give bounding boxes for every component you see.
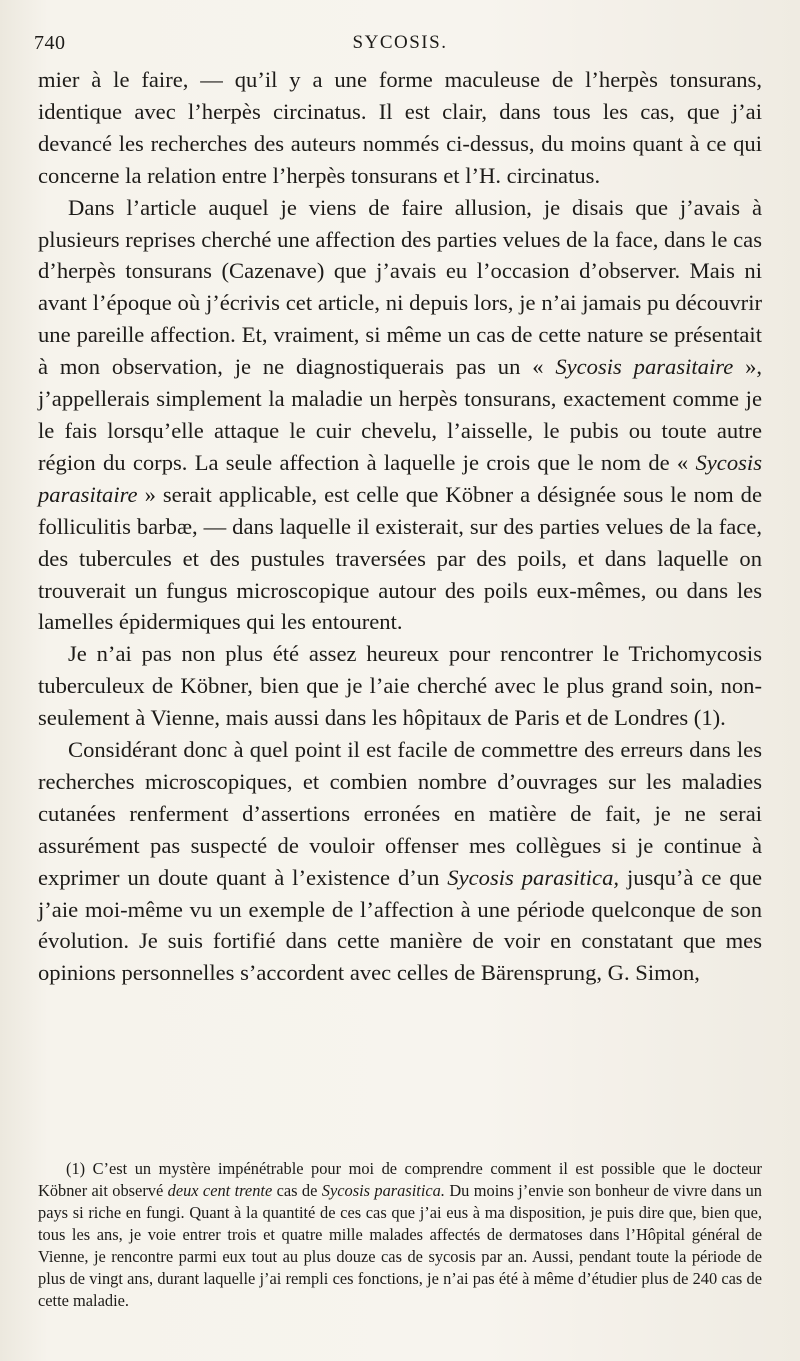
- footnote: [38, 1158, 762, 1312]
- italic-term: Sycosis parasitaire: [38, 449, 762, 507]
- paragraph-text: jusqu’à ce que j’aie moi-même vu un exemple de l’affection à une période quelconque de son évolution. Je suis fortifié dans cette manière de voir en constatant que mes opinions personnelles s’accordent avec celles de Bärensprung, G. Simon,: [38, 864, 762, 986]
- footnote-segment: (1) C’est un mystère impénétrable pour moi de comprendre comment il est possible que le docteur Köbner ait observé: [38, 1159, 762, 1200]
- paragraph-text: mier à le faire, — qu’il y a une forme maculeuse de l’herpès tonsurans, identique avec l’herpès circinatus. Il est clair, dans tous les cas, que j’ai devancé les recherches des auteurs nommés ci-dessus, du moins quant à ce qui concerne la relation entre l’herpès tonsurans et l’H. circinatus.: [38, 67, 762, 188]
- paragraph-considering: [38, 734, 762, 989]
- paragraph-text: Considérant donc à quel point il est facile de commettre des erreurs dans les recherches microscopiques, et combien nombre d’ouvrages sur les maladies cutanées renferment d’assertions erronées en matière de fait, je ne serai assurément pas suspecté de vouloir offenser mes collègues si je continue à exprimer un doute quant à l’existence d’un: [38, 737, 762, 890]
- footnote-segment: Du moins j’envie son bonheur de vivre dans un pays si riche en fungi. Quant à la quantité de ces cas que j’ai eus à ma disposition, je puis dire que, bien que, tous les ans, je voie entrer trois et quatre mille malades affectés de dermatoses dans l’Hôpital général de Vienne, je rencontre parmi eux tout au plus douze cas de sycosis par an. Aussi, pendant toute la période de plus de vingt ans, durant laquelle j’ai rempli ces fonctions, je n’ai pas été à même d’étudier plus de 240 cas de cette maladie.: [38, 1181, 762, 1310]
- italic-term: Sycosis parasitaire: [555, 354, 734, 380]
- paragraph-text: » serait applicable, est celle que Köbner a désignée sous le nom de folliculitis barbæ, — dans laquelle il existerait, sur des parties velues de la face, des tubercules et des pustules traversées par des poils, et dans laquelle on trouverait un fungus microscopique autour des poils eux-mêmes, ou dans les lamelles épidermiques qui les entourent.: [38, 481, 762, 635]
- footnote-segment: cas de: [276, 1181, 318, 1200]
- paragraph-text: Dans l’article auquel je viens de faire allusion, je disais que j’avais à plusieurs reprises cherché une affection des parties velues de la face, dans le cas d’herpès tonsurans (Cazenave) que j’avais eu l’occasion d’observer. Mais ni avant l’époque où j’écrivis cet article, ni depuis lors, je n’ai jamais pu découvrir une pareille affection. Et, vraiment, si même un cas de cette nature se présentait à mon observation, je ne diagnostiquerais pas un «: [38, 194, 762, 380]
- paragraph-article-reference: [38, 192, 762, 639]
- running-head: SYCOSIS.: [352, 32, 448, 53]
- footnote-italic: Sycosis parasitica.: [321, 1181, 445, 1200]
- page-number: 740: [34, 32, 66, 54]
- footnote-italic: deux cent trente: [167, 1181, 273, 1200]
- paragraph-text: », j’appellerais simplement la maladie un herpès tonsurans, exactement comme je le fais lorsqu’elle attaque le cuir chevelu, l’aisselle, le pubis ou toute autre région du corps. La seule affection à laquelle je crois que le nom de «: [38, 354, 763, 475]
- italic-term: Sycosis parasitica,: [447, 864, 620, 890]
- page-header: [34, 30, 766, 60]
- footnote-text: [38, 1158, 762, 1312]
- paragraph-text: Je n’ai pas non plus été assez heureux pour rencontrer le Trichomycosis tuberculeux de Köbner, bien que je l’aie cherché avec le plus grand soin, non-seulement à Vienne, mais aussi dans les hôpitaux de Paris et de Londres (1).: [38, 641, 762, 731]
- paragraph-trichomycosis: [38, 638, 762, 734]
- paragraph-continuation: [38, 64, 762, 192]
- body-text: [38, 64, 762, 989]
